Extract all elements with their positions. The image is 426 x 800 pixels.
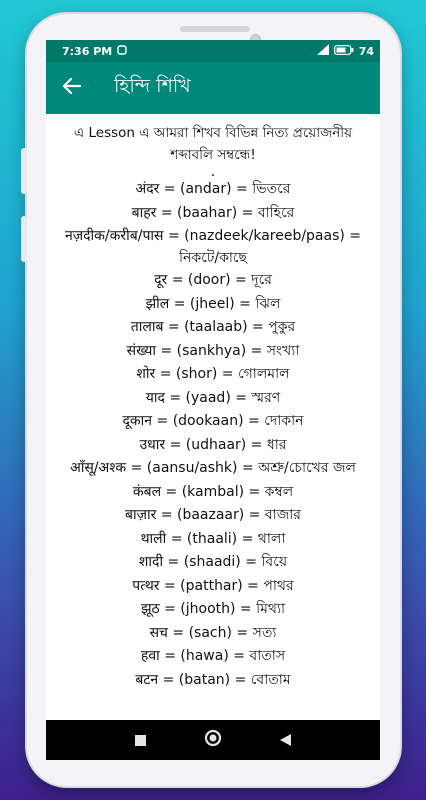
vocab-line: उधार = (udhaar) = ধার <box>139 436 287 453</box>
separator-dot: . <box>210 164 216 180</box>
vocab-line: तालाब = (taalaab) = পুকুর <box>130 319 296 335</box>
app-screen <box>46 40 380 760</box>
vocab-line: थाली = (thaali) = থালা <box>140 530 286 547</box>
home-button[interactable] <box>204 729 222 751</box>
vocab-line: झूठ = (jhooth) = মিথ্যা <box>140 601 286 617</box>
vocab-line: हवा = (hawa) = বাতাস <box>140 648 286 664</box>
vocab-line: दूर = (door) = দূরে <box>154 272 272 288</box>
vocab-line: कंबल = (kambal) = কম্বল <box>132 483 294 500</box>
nav-back-button[interactable] <box>280 731 291 750</box>
status-time: 7:36 PM <box>62 44 113 58</box>
vocab-line: बाज़ार = (baazaar) = বাজার <box>125 507 301 523</box>
notification-icon <box>117 45 127 58</box>
vocab-line: अंदर = (andar) = ভিতরে <box>135 181 291 197</box>
vocab-line: संख्या = (sankhya) = সংখ্যা <box>126 342 300 359</box>
battery-percent: 74 <box>358 44 374 58</box>
system-nav-bar <box>46 720 380 760</box>
signal-icon <box>317 44 329 58</box>
vocab-line: शोर = (shor) = গোলমাল <box>136 366 290 382</box>
arrow-left-icon <box>63 78 81 98</box>
vocab-line: याद = (yaad) = স্মরণ <box>145 389 281 406</box>
vocab-line: झील = (jheel) = ঝিল <box>145 295 281 312</box>
lesson-intro: এ Lesson এ আমরা শিখব বিভিন্ন নিত্য প্রয়োজনীয় শব্দাবলি সম্বন্ধে! <box>73 125 353 163</box>
triangle-back-icon <box>280 731 291 750</box>
vocab-line: बटन = (batan) = বোতাম <box>135 671 291 688</box>
status-bar <box>46 40 380 62</box>
vocab-line: बाहर = (baahar) = বাহিরে <box>131 204 295 221</box>
square-icon <box>135 731 146 750</box>
home-circle-icon <box>204 729 222 751</box>
vocab-line: आँसू/अश्क = (aansu/ashk) = অশ্রু/চোখের জল <box>70 460 356 476</box>
vocab-line: शादी = (shaadi) = বিয়ে <box>138 554 288 570</box>
lesson-content <box>46 114 380 720</box>
vocab-line: सच = (sach) = সত্য <box>149 624 277 641</box>
vocab-line: दूकान = (dookaan) = দোকান <box>122 413 304 429</box>
battery-icon <box>334 45 354 58</box>
app-bar <box>46 62 380 114</box>
earpiece-speaker <box>180 26 250 32</box>
recents-button[interactable] <box>135 731 146 750</box>
back-button[interactable] <box>48 78 96 98</box>
vocab-line: पत्थर = (patthar) = পাথর <box>132 577 294 594</box>
vocab-line: नज़दीक/करीब/पास = (nazdeek/kareeb/paas) = নিকটে/কাছে <box>64 228 362 266</box>
volume-down-button <box>21 216 27 262</box>
volume-up-button <box>21 148 27 194</box>
page-title: হিন্দি শিখি <box>114 75 191 97</box>
